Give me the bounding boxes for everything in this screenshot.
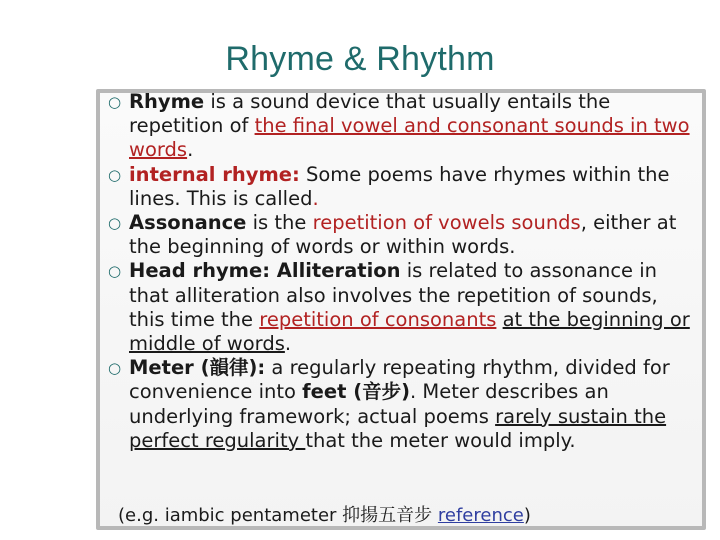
bullet-item: [0, 259, 720, 356]
bullet-marker-icon: ○: [108, 214, 122, 233]
bullet-marker-icon: ○: [108, 359, 122, 378]
bullet-text-segment: that the meter would imply.: [305, 428, 576, 452]
slide-title: Rhyme & Rhythm: [225, 40, 495, 78]
bullet-text-segment: .: [312, 186, 319, 210]
example-prefix: (e.g. iambic pentameter 抑揚五音步: [118, 505, 438, 526]
bullet-text-segment: rarely sustain the perfect regularity: [129, 404, 667, 452]
bullet-text-segment: the final vowel and consonant sounds in two words: [129, 114, 690, 162]
bullet-item: [0, 90, 720, 163]
bullet-text-segment: is the: [246, 211, 313, 235]
bullet-marker-icon: ○: [108, 262, 122, 281]
bullet-text-segment: . Meter describes an underlying framework; actual poems: [129, 380, 609, 428]
bullet-text-segment: Some poems have rhymes within the lines. This is called: [129, 162, 670, 210]
bullet-text-segment: Head rhyme: Alliteration: [129, 259, 401, 283]
bullet-marker-icon: ○: [108, 165, 122, 184]
bullet-text-segment: a regularly repeating rhythm, divided for convenience into: [129, 356, 670, 404]
bullet-text-segment: .: [284, 332, 292, 356]
bullet-text-segment: , either at the beginning of words or within words.: [129, 211, 677, 259]
bullet-item: [0, 163, 720, 211]
bullet-marker-icon: ○: [108, 93, 122, 111]
bullet-text-segment: Meter (韻律):: [129, 356, 266, 380]
bullet-text-segment: repetition of vowels sounds: [312, 211, 581, 235]
bullet-list: [0, 90, 720, 453]
bullet-text-segment: at the beginning or middle of words: [129, 307, 690, 356]
bullet-item: [0, 211, 720, 259]
bullet-text-segment: is a sound device that usually entails the repetition of: [129, 90, 611, 138]
bullet-text-segment: feet (音步): [302, 380, 411, 404]
example-line: [118, 501, 531, 527]
bullet-text-segment: repetition of consonants: [259, 307, 497, 331]
bullet-text-segment: internal rhyme:: [129, 162, 300, 186]
example-suffix: ): [523, 505, 531, 526]
bullet-item: [0, 356, 720, 453]
bullet-text-segment: .: [187, 138, 194, 162]
reference-link[interactable]: reference: [437, 505, 524, 526]
bullet-text-segment: Assonance: [129, 211, 247, 235]
bullet-text-segment: is related to assonance in that alliteration also involves the repetition of sounds, this time the: [129, 259, 658, 331]
bullet-text-segment: Rhyme: [129, 90, 205, 113]
